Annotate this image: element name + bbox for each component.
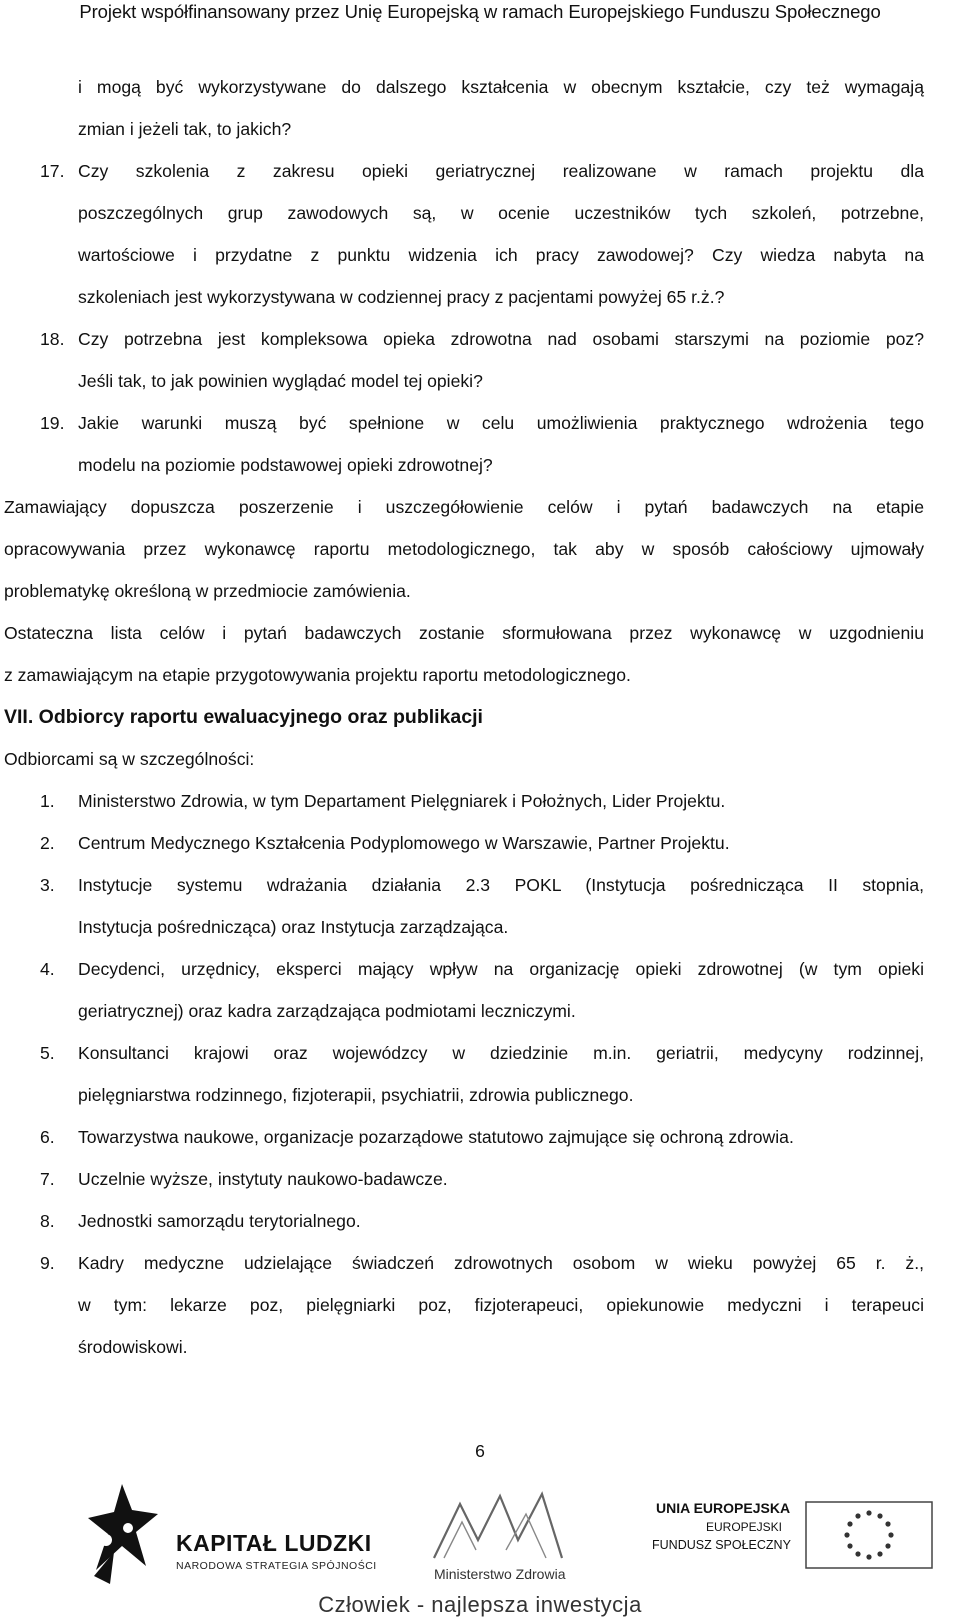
- list-item: [4, 1032, 924, 1116]
- kapital-ludzki-subtitle: NARODOWA STRATEGIA SPÓJNOŚCI: [176, 1560, 377, 1572]
- list-item: [4, 948, 924, 1032]
- paragraph-scope: [4, 486, 924, 612]
- text-line: Czy potrzebna jest kompleksowa opieka zdrowotna nad osobami starszymi na poziomie poz?: [78, 329, 924, 349]
- eu-label-line3: FUNDUSZ SPOŁECZNY: [652, 1538, 791, 1552]
- text-line: Ministerstwo Zdrowia, w tym Departament Pielęgniarek i Położnych, Lider Projektu.: [78, 791, 726, 811]
- text-line: środowiskowi.: [78, 1337, 188, 1357]
- recipients-list: [4, 780, 924, 1368]
- list-number: 7.: [40, 1169, 55, 1189]
- eu-label-line2: EUROPEJSKI: [706, 1520, 783, 1534]
- text-line: Towarzystwa naukowe, organizacje pozarządowe statutowo zajmujące się ochroną zdrowia.: [78, 1127, 794, 1147]
- paragraph-final-list: [4, 612, 924, 696]
- list-number: 17.: [40, 161, 65, 181]
- list-number: 18.: [40, 329, 65, 349]
- question-16-continuation: [4, 66, 924, 150]
- kapital-ludzki-logo: [88, 1480, 377, 1590]
- list-number: 1.: [40, 791, 55, 811]
- text-line: Uczelnie wyższe, instytuty naukowo-badawcze.: [78, 1169, 448, 1189]
- section-heading: VII. Odbiorcy raportu ewaluacyjnego oraz publikacji: [4, 706, 483, 728]
- text-line: i mogą być wykorzystywane do dalszego kształcenia w obecnym kształcie, czy też wymagają: [78, 77, 924, 97]
- text-line: opracowywania przez wykonawcę raportu metodologicznego, tak aby w sposób całościowy ujmowały: [4, 539, 924, 559]
- page-number: 6: [475, 1441, 485, 1461]
- list-number: 19.: [40, 413, 65, 433]
- list-intro: Odbiorcami są w szczególności:: [4, 749, 255, 769]
- list-item: [4, 1116, 924, 1158]
- eu-social-fund-logo: [650, 1500, 930, 1590]
- ministry-emblem-icon: [430, 1488, 570, 1562]
- question-19: [4, 402, 924, 486]
- header-band: Projekt współfinansowany przez Unię Europejską w ramach Europejskiego Funduszu Społecznego: [79, 1, 881, 22]
- text-line: Jednostki samorządu terytorialnego.: [78, 1211, 361, 1231]
- list-number: 4.: [40, 959, 55, 979]
- text-line: Zamawiający dopuszcza poszerzenie i uszczegółowienie celów i pytań badawczych na etapie: [4, 497, 924, 517]
- text-line: z zamawiającym na etapie przygotowywania projektu raportu metodologicznego.: [4, 665, 631, 685]
- list-number: 6.: [40, 1127, 55, 1147]
- list-item: [4, 1200, 924, 1242]
- footer-slogan: Człowiek - najlepsza inwestycja: [318, 1592, 642, 1617]
- text-line: poszczególnych grup zawodowych są, w ocenie uczestników tych szkoleń, potrzebne,: [78, 203, 924, 223]
- kapital-ludzki-title: KAPITAŁ LUDZKI: [176, 1530, 372, 1556]
- list-item: [4, 1158, 924, 1200]
- page-content: [4, 66, 924, 1368]
- text-line: geriatrycznej) oraz kadra zarządzająca podmiotami leczniczymi.: [78, 1001, 576, 1021]
- text-line: Czy szkolenia z zakresu opieki geriatrycznej realizowane w ramach projektu dla: [78, 161, 924, 181]
- text-line: Decydenci, urzędnicy, eksperci mający wpływ na organizację opieki zdrowotnej (w tym opieki: [78, 959, 924, 979]
- text-line: Instytucja pośrednicząca) oraz Instytucja zarządzająca.: [78, 917, 509, 937]
- text-line: Instytucje systemu wdrażania działania 2.3 POKL (Instytucja pośrednicząca II stopnia,: [78, 875, 924, 895]
- text-line: problematykę określoną w przedmiocie zamówienia.: [4, 581, 411, 601]
- kapital-ludzki-emblem-icon: [88, 1480, 158, 1590]
- ministry-of-health-logo: [430, 1488, 590, 1588]
- list-item: [4, 864, 924, 948]
- text-line: Centrum Medycznego Kształcenia Podyplomowego w Warszawie, Partner Projektu.: [78, 833, 730, 853]
- list-number: 2.: [40, 833, 55, 853]
- footer-logos: [0, 1480, 960, 1590]
- eu-label-line1: UNIA EUROPEJSKA: [656, 1500, 791, 1516]
- list-number: 9.: [40, 1253, 55, 1273]
- list-item: [4, 780, 924, 822]
- text-line: Jakie warunki muszą być spełnione w celu umożliwienia praktycznego wdrożenia tego: [78, 413, 924, 433]
- ministry-label: Ministerstwo Zdrowia: [434, 1566, 566, 1582]
- text-line: Jeśli tak, to jak powinien wyglądać model tej opieki?: [78, 371, 483, 391]
- list-number: 8.: [40, 1211, 55, 1231]
- text-line: Konsultanci krajowi oraz wojewódzcy w dziedzinie m.in. geriatrii, medycyny rodzinnej,: [78, 1043, 924, 1063]
- list-item: [4, 1242, 924, 1368]
- list-number: 5.: [40, 1043, 55, 1063]
- text-line: szkoleniach jest wykorzystywana w codziennej pracy z pacjentami powyżej 65 r.ż.?: [78, 287, 725, 307]
- text-line: pielęgniarstwa rodzinnego, fizjoterapii, psychiatrii, zdrowia publicznego.: [78, 1085, 634, 1105]
- text-line: zmian i jeżeli tak, to jakich?: [78, 119, 292, 139]
- list-number: 3.: [40, 875, 55, 895]
- text-line: w tym: lekarze poz, pielęgniarki poz, fizjoterapeuci, opiekunowie medyczni i terapeuci: [78, 1295, 924, 1315]
- question-18: [4, 318, 924, 402]
- list-item: [4, 822, 924, 864]
- eu-flag-icon: [804, 1500, 934, 1570]
- text-line: modelu na poziomie podstawowej opieki zdrowotnej?: [78, 455, 493, 475]
- text-line: wartościowe i przydatne z punktu widzenia ich pracy zawodowej? Czy wiedza nabyta na: [78, 245, 924, 265]
- text-line: Ostateczna lista celów i pytań badawczych zostanie sformułowana przez wykonawcę w uzgodnieniu: [4, 623, 924, 643]
- question-17: [4, 150, 924, 318]
- text-line: Kadry medyczne udzielające świadczeń zdrowotnych osobom w wieku powyżej 65 r. ż.,: [78, 1253, 924, 1273]
